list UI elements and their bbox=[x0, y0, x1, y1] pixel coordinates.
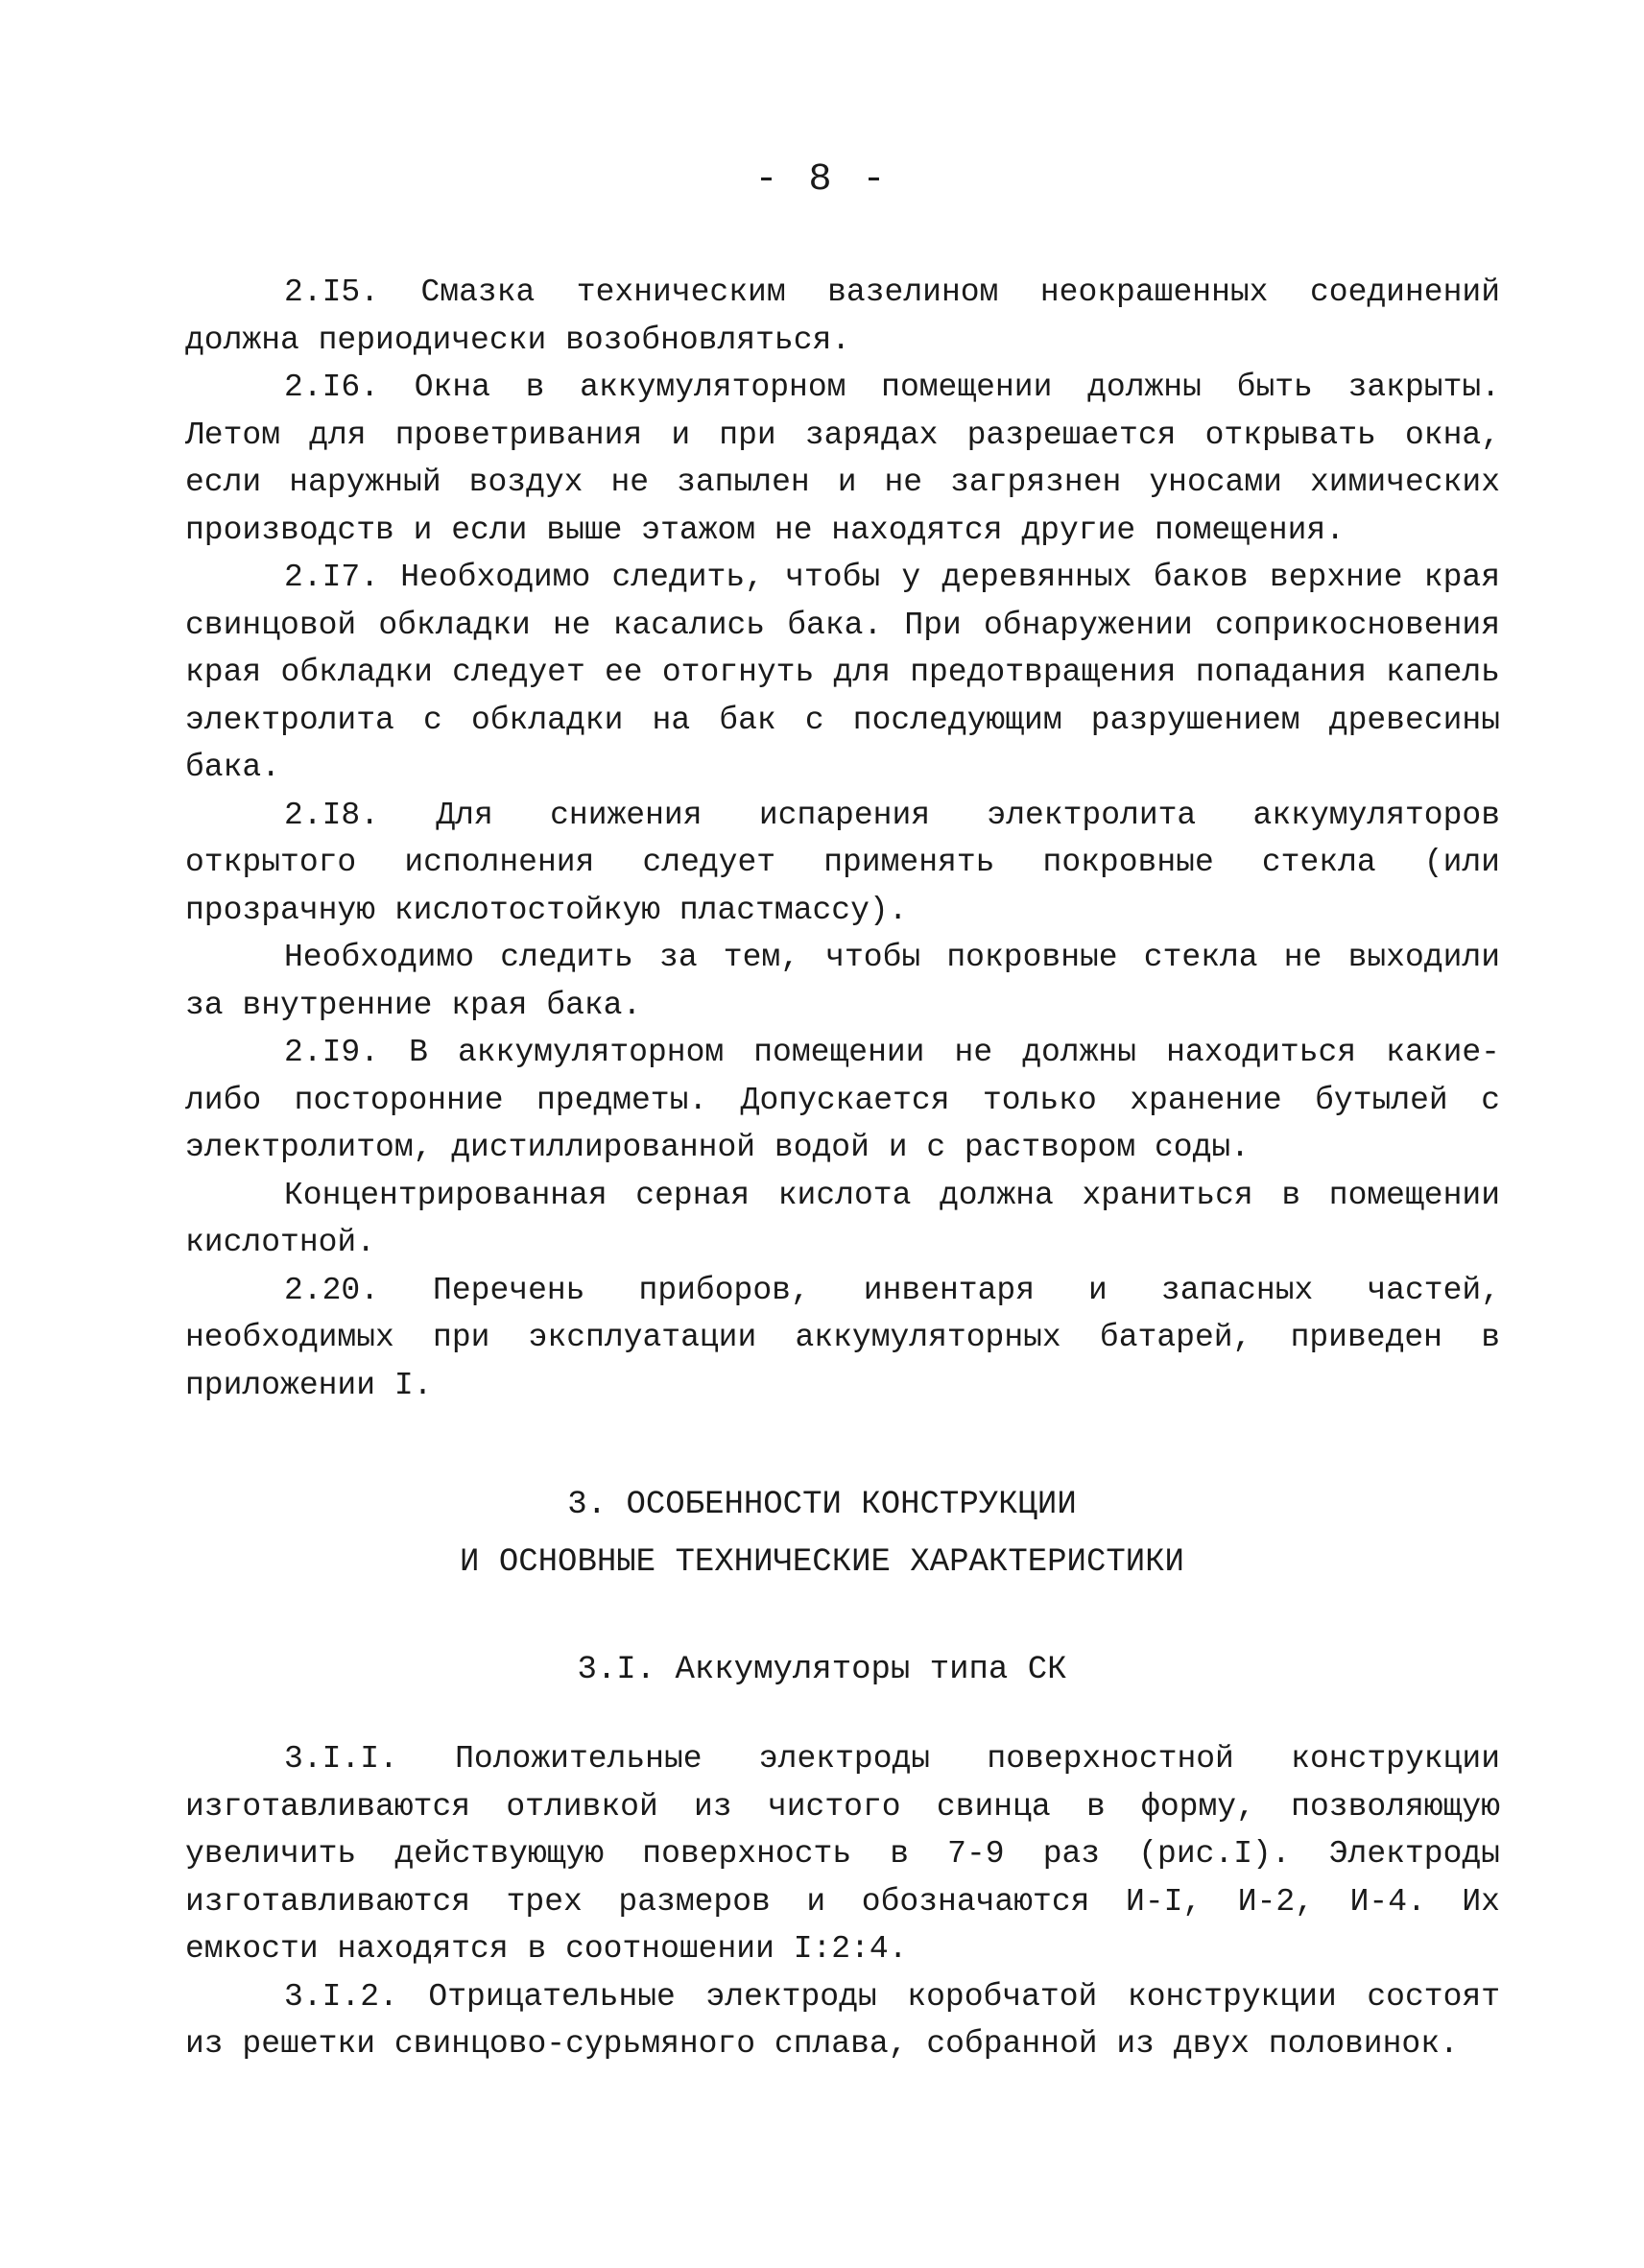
paragraph-2-19-note: Концентрированная серная кислота должна храниться в помещении кислотной. bbox=[185, 1177, 1500, 1260]
paragraph-2-15: 2.I5. Смазка техническим вазелином неокрашенных соединений должна периодически возобновляться. bbox=[185, 275, 1500, 358]
paragraph-2-19: 2.I9. В аккумуляторном помещении не должны находиться какие-либо посторонние предметы. Допускается только хранение бутылей с электролитом, дистиллированной водой и с раствором соды. bbox=[185, 1035, 1500, 1165]
paragraph-3-1-1: 3.I.I. Положительные электроды поверхностной конструкции изготавливаются отливкой из чистого свинца в форму, позволяющую увеличить действующую поверхность в 7-9 раз (рис.I). Электроды изготавливаются трех размеров и обозначаются И-I, И-2, И-4. Их емкости находятся в соотношении I:2:4. bbox=[185, 1741, 1500, 1967]
paragraph-2-20: 2.20. Перечень приборов, инвентаря и запасных частей, необходимых при эксплуатации аккумуляторных батарей, приведен в приложении I. bbox=[185, 1272, 1500, 1403]
paragraph-3-1-2: 3.I.2. Отрицательные электроды коробчатой конструкции состоят из решетки свинцово-сурьмяного сплава, собранной из двух половинок. bbox=[185, 1978, 1500, 2062]
paragraph-2-18: 2.I8. Для снижения испарения электролита аккумуляторов открытого исполнения следует применять покровные стекла (или прозрачную кислотостойкую пластмассу). bbox=[185, 797, 1500, 928]
section-3-heading bbox=[0, 1476, 1644, 1591]
section-3-body bbox=[185, 1735, 1500, 2068]
section-3-heading-line1: 3. ОСОБЕННОСТИ КОНСТРУКЦИИ bbox=[567, 1487, 1077, 1523]
paragraph-2-17: 2.I7. Необходимо следить, чтобы у деревянных баков верхние края свинцовой обкладки не касались бака. При обнаружении соприкосновения края обкладки следует ее отогнуть для предотвращения попадания капель электролита с обкладки на бак с последующим разрушением древесины бака. bbox=[185, 560, 1500, 785]
page-number: - 8 - bbox=[754, 158, 890, 202]
paragraph-2-18-note: Необходимо следить за тем, чтобы покровные стекла не выходили за внутренние края бака. bbox=[185, 940, 1500, 1023]
subsection-3-1-heading: 3.I. Аккумуляторы типа СК bbox=[577, 1652, 1067, 1688]
section-2-continuation bbox=[185, 269, 1500, 1409]
section-3-heading-line2: И ОСНОВНЫЕ ТЕХНИЧЕСКИЕ ХАРАКТЕРИСТИКИ bbox=[460, 1544, 1184, 1581]
paragraph-2-16: 2.I6. Окна в аккумуляторном помещении должны быть закрыты. Летом для проветривания и при зарядах разрешается открывать окна, если наружный воздух не запылен и не загрязнен уносами химических производств и если выше этажом не находятся другие помещения. bbox=[185, 370, 1500, 548]
